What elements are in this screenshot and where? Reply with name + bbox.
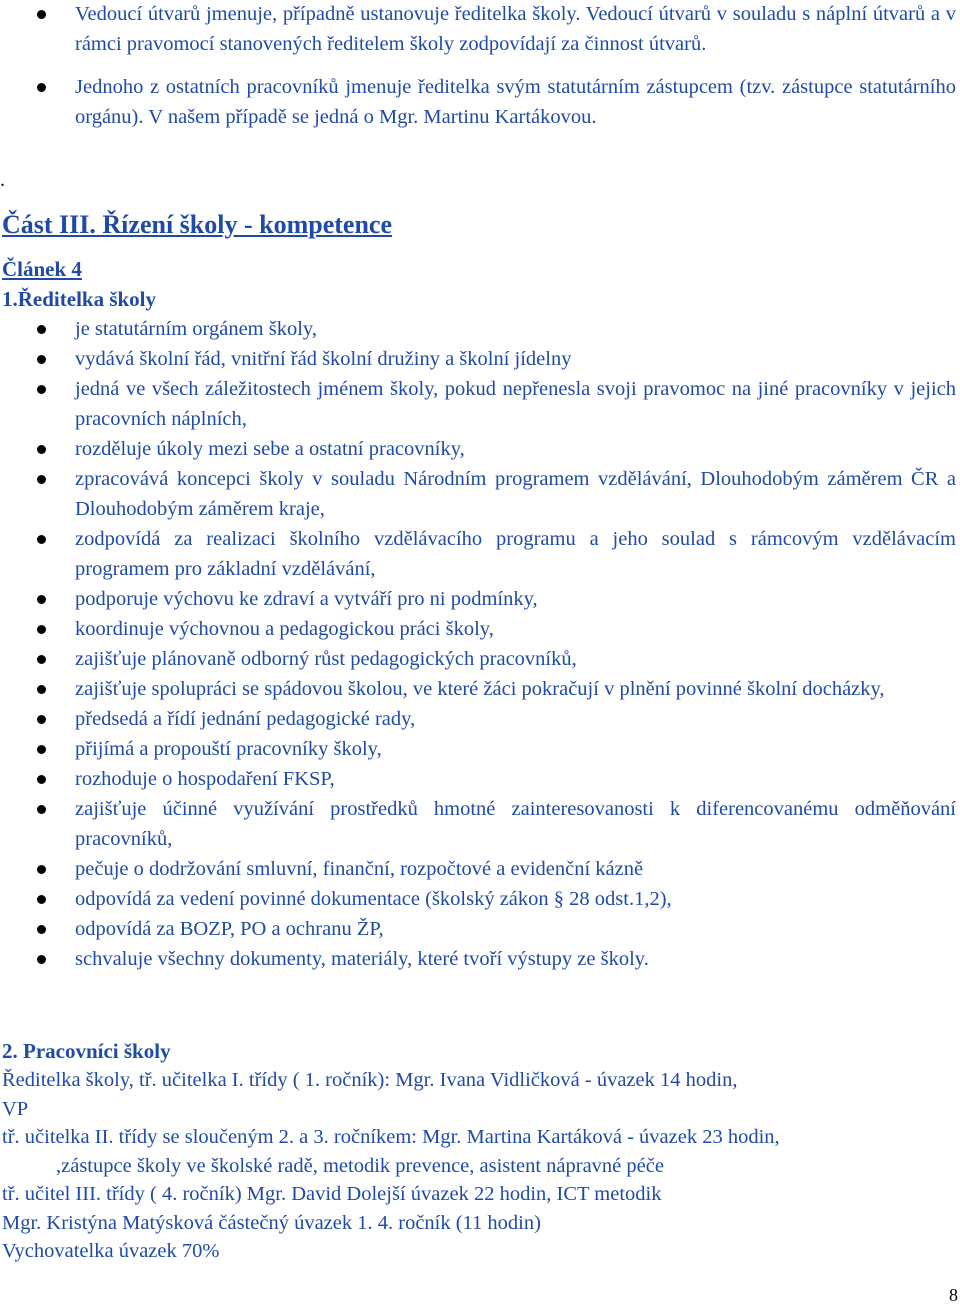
- list-item: je statutárním orgánem školy,: [0, 314, 960, 344]
- bullet-icon: [37, 325, 46, 334]
- list-item-text: Vedoucí útvarů jmenuje, případně ustanovuje ředitelka školy. Vedoucí útvarů v souladu s náplní útvarů a v rámci pravomocí stanovených ředitelem školy zodpovídají za činnost útvarů.: [75, 3, 956, 55]
- list-item: rozhoduje o hospodaření FKSP,: [0, 764, 960, 794]
- list-item-text: Jednoho z ostatních pracovníků jmenuje ředitelka svým statutárním zástupcem (tzv. zástupce statutárního orgánu). V našem případě se jedná o Mgr. Martinu Kartákovou.: [75, 76, 956, 128]
- director-duties-list: [0, 314, 960, 974]
- list-item: zajišťuje plánovaně odborný růst pedagogických pracovníků,: [0, 644, 960, 674]
- list-item: koordinuje výchovnou a pedagogickou práci školy,: [0, 614, 960, 644]
- director-heading: 1.Ředitelka školy: [2, 287, 157, 311]
- list-item: předsedá a řídí jednání pedagogické rady,: [0, 704, 960, 734]
- bullet-icon: [37, 865, 46, 874]
- bullet-icon: [37, 595, 46, 604]
- staff-heading: 2. Pracovníci školy: [2, 1039, 171, 1063]
- bullet-icon: [37, 535, 46, 544]
- list-item: vydává školní řád, vnitřní řád školní družiny a školní jídelny: [0, 344, 960, 374]
- staff-line: tř. učitelka II. třídy se sloučeným 2. a 3. ročníkem: Mgr. Martina Kartáková - úvazek 23 hodin,: [2, 1126, 780, 1148]
- bullet-icon: [37, 475, 46, 484]
- list-item: zpracovává koncepci školy v souladu Národním programem vzdělávání, Dlouhodobým záměrem ČR a Dlouhodobým záměrem kraje,: [0, 464, 960, 524]
- list-item: [0, 72, 960, 132]
- page-number: 8: [949, 1285, 958, 1305]
- staff-list: [2, 1066, 958, 1266]
- bullet-icon: [37, 715, 46, 724]
- staff-line: Ředitelka školy, tř. učitelka I. třídy ( 1. ročník): Mgr. Ivana Vidličková - úvazek 14 hodin,: [2, 1069, 738, 1091]
- bullet-icon: [37, 745, 46, 754]
- bullet-icon: [37, 955, 46, 964]
- bullet-icon: [37, 83, 46, 92]
- bullet-icon: [37, 685, 46, 694]
- staff-line: tř. učitel III. třídy ( 4. ročník) Mgr. David Dolejší úvazek 22 hodin, ICT metodik: [2, 1183, 662, 1205]
- list-item: [0, 0, 960, 59]
- part-heading: [2, 209, 405, 241]
- bullet-icon: [37, 775, 46, 784]
- bullet-icon: [37, 10, 46, 19]
- list-item: schvaluje všechny dokumenty, materiály, které tvoří výstupy ze školy.: [0, 944, 960, 974]
- bullet-icon: [37, 385, 46, 394]
- bullet-icon: [37, 445, 46, 454]
- list-item: jedná ve všech záležitostech jménem školy, pokud nepřenesla svoji pravomoc na jiné pracovníky v jejich pracovních náplních,: [0, 374, 960, 434]
- list-item: rozděluje úkoly mezi sebe a ostatní pracovníky,: [0, 434, 960, 464]
- list-item: odpovídá za BOZP, PO a ochranu ŽP,: [0, 914, 960, 944]
- staff-line: Mgr. Kristýna Matýsková částečný úvazek 1. 4. ročník (11 hodin): [2, 1211, 541, 1234]
- bullet-icon: [37, 925, 46, 934]
- list-item: odpovídá za vedení povinné dokumentace (školský zákon § 28 odst.1,2),: [0, 884, 960, 914]
- list-item: pečuje o dodržování smluvní, finanční, rozpočtové a evidenční kázně: [0, 854, 960, 884]
- part-heading-text: Část III. Řízení školy - kompetence: [2, 210, 392, 239]
- stray-dot: .: [0, 169, 5, 191]
- bullet-icon: [37, 805, 46, 814]
- bullet-icon: [37, 625, 46, 634]
- staff-line: Vychovatelka úvazek 70%: [2, 1240, 220, 1262]
- list-item: podporuje výchovu ke zdraví a vytváří pro ni podmínky,: [0, 584, 960, 614]
- list-item: přijímá a propouští pracovníky školy,: [0, 734, 960, 764]
- bullet-icon: [37, 355, 46, 364]
- list-item: zajišťuje účinné využívání prostředků hmotné zainteresovanosti k diferencovanému odměňování pracovníků,: [0, 794, 960, 854]
- staff-line: ,zástupce školy ve školské radě, metodik prevence, asistent nápravné péče: [56, 1154, 664, 1177]
- list-item: zajišťuje spolupráci se spádovou školou, ve které žáci pokračují v plnění povinné školní docházky,: [0, 674, 960, 704]
- bullet-icon: [37, 895, 46, 904]
- intro-bullet-list: [0, 0, 960, 132]
- article-heading: Článek 4: [2, 257, 82, 281]
- staff-line: VP: [2, 1097, 29, 1120]
- list-item: zodpovídá za realizaci školního vzdělávacího programu a jeho soulad s rámcovým vzdělávacím programem pro základní vzdělávání,: [0, 524, 960, 584]
- bullet-icon: [37, 655, 46, 664]
